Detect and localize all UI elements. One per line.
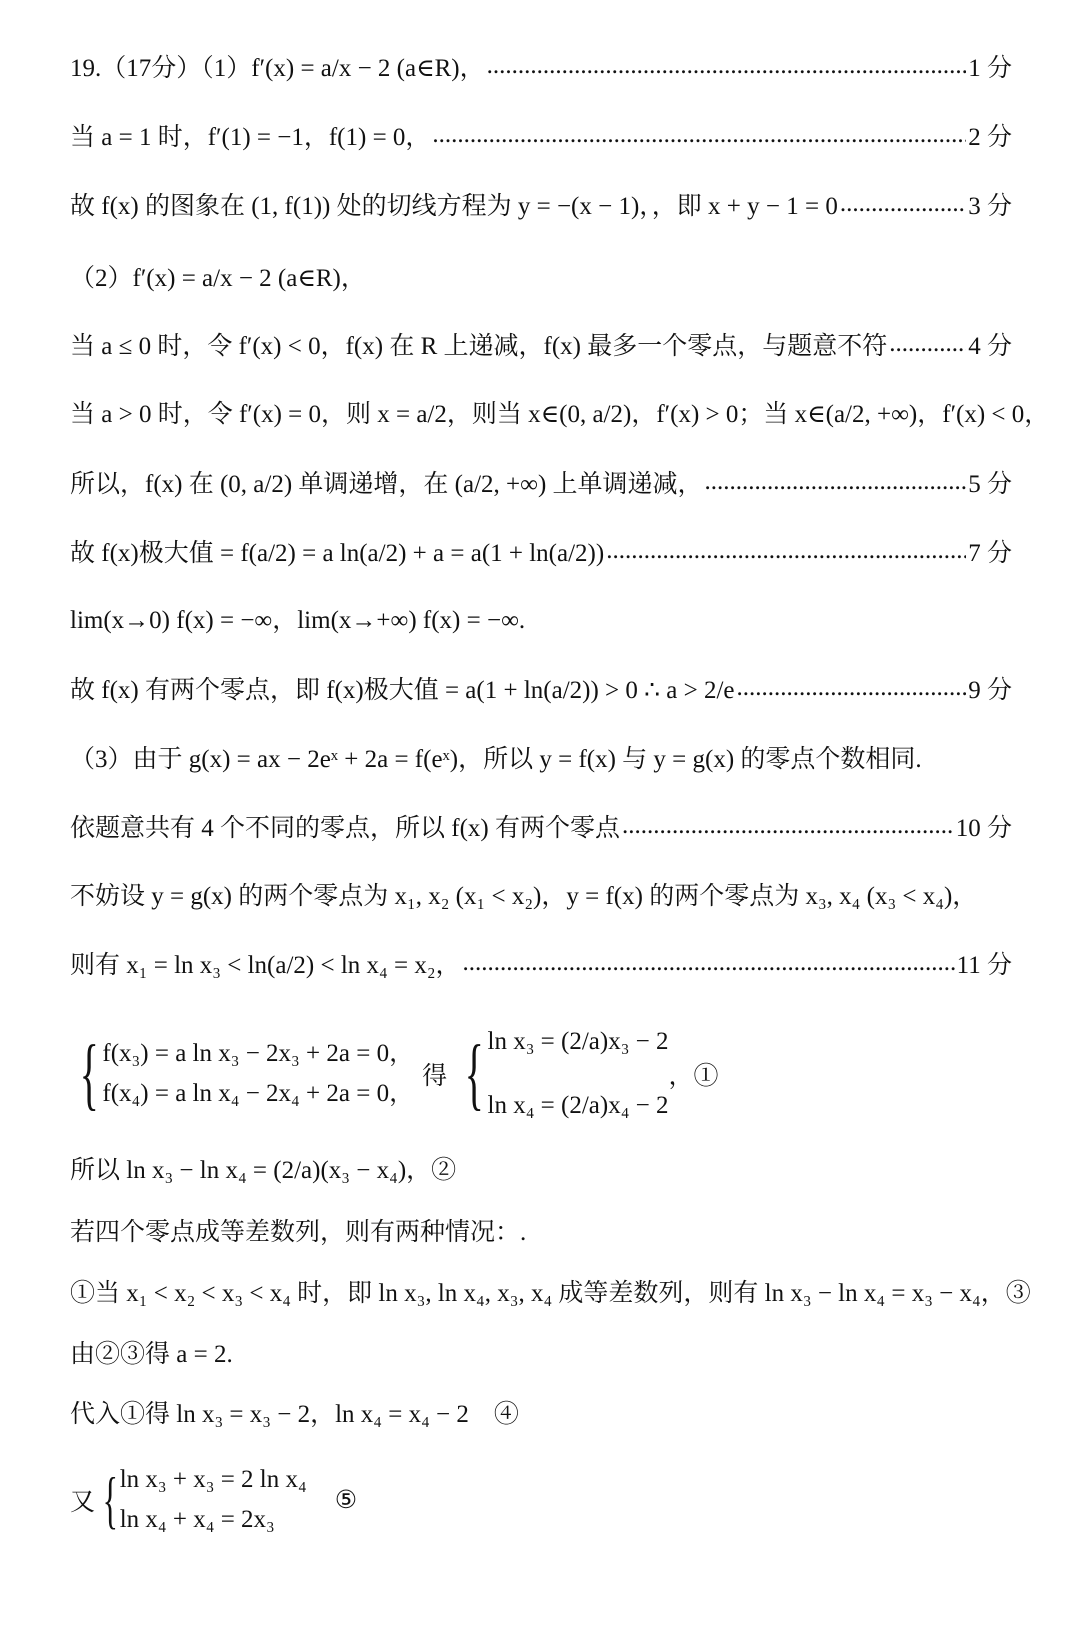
leader-dots xyxy=(622,812,954,840)
equation-line: ln x₃ + x₃ = 2 ln x₄ xyxy=(119,1466,307,1493)
leader-dots xyxy=(705,468,967,496)
solution-line-12 xyxy=(70,808,1012,844)
therefore-word: 得 xyxy=(422,1063,448,1090)
right-system-brace: { xyxy=(464,1030,484,1118)
solution-line-9 xyxy=(70,600,1012,636)
system-equations xyxy=(120,1460,307,1540)
equation-line: ln x₄ + x₄ = 2x₃ xyxy=(119,1506,275,1533)
line-text: 所以 ln x₃ − ln x₄ = (2/a)(x₃ − x₄)，② xyxy=(70,1157,457,1184)
solution-line-8 xyxy=(70,533,1012,569)
score-label: 9 分 xyxy=(968,677,1012,704)
line-text: 由②③得 a = 2. xyxy=(70,1341,233,1368)
leader-dots xyxy=(737,674,967,702)
equation-tag: ⑤ xyxy=(334,1487,358,1514)
solution-line-15 xyxy=(70,1150,1012,1186)
score-label: 5 分 xyxy=(968,471,1012,498)
line-text: （3）由于 g(x) = ax − 2eˣ + 2a = f(eˣ)，所以 y = f(x) 与 y = g(x) 的零点个数相同. xyxy=(70,746,922,773)
score-label: 1 分 xyxy=(968,55,1012,82)
line-text: 故 f(x) 的图象在 (1, f(1)) 处的切线方程为 y = −(x − 1)，，即 x + y − 1 = 0 xyxy=(70,193,838,220)
line-text: 19.（17分）（1）f′(x) = a/x − 2 (a∈R)， xyxy=(70,55,485,82)
solution-line-10 xyxy=(70,670,1012,706)
score-label: 3 分 xyxy=(968,193,1012,220)
left-brace: { xyxy=(79,1030,99,1118)
equation-system-5 xyxy=(70,1460,365,1540)
line-text: lim(x→0) f(x) = −∞，lim(x→+∞) f(x) = −∞. xyxy=(70,607,526,634)
score-label: 4 分 xyxy=(968,333,1012,360)
score-label: 10 分 xyxy=(955,815,1012,842)
line-text: 代入①得 ln x₃ = x₃ − 2，ln x₄ = x₄ − 2 ④ xyxy=(70,1401,519,1428)
score-label: 11 分 xyxy=(956,952,1012,979)
equation-system-1 xyxy=(70,1010,719,1138)
line-text: 则有 x₁ = ln x₃ < ln(a/2) < ln x₄ = x₂， xyxy=(70,952,461,979)
equation-line: f(x₄) = a ln x₄ − 2x₄ + 2a = 0， xyxy=(102,1080,415,1107)
leader-dots xyxy=(432,121,966,149)
system-prefix: 又 xyxy=(70,1489,96,1516)
score-label: 7 分 xyxy=(968,540,1012,567)
equation-line: ln x₃ = (2/a)x₃ − 2 xyxy=(487,1028,669,1055)
solution-line-11 xyxy=(70,739,1012,775)
line-text: ①当 x₁ < x₂ < x₃ < x₄ 时，即 ln x₃, ln x₄, x₃, x₄ 成等差数列，则有 ln x₃ − ln x₄ = x₃ − x₄，③ xyxy=(70,1280,1031,1307)
line-text: 故 f(x) 有两个零点，即 f(x)极大值 = a(1 + ln(a/2)) > 0 ∴ a > 2/e xyxy=(70,677,735,704)
score-label: 2 分 xyxy=(968,124,1012,151)
line-text: 若四个零点成等差数列，则有两种情况：. xyxy=(70,1219,527,1246)
line-text: 当 a = 1 时，f′(1) = −1，f(1) = 0， xyxy=(70,124,431,151)
line-text: 不妨设 y = g(x) 的两个零点为 x₁, x₂ (x₁ < x₂)，y = f(x) 的两个零点为 x₃, x₄ (x₃ < x₄)， xyxy=(70,883,978,910)
system-right-equations xyxy=(488,1010,669,1138)
equation-tag: ，① xyxy=(668,1063,719,1090)
leader-dots xyxy=(487,52,967,80)
solution-line-5 xyxy=(70,326,1012,362)
solution-line-3 xyxy=(70,186,1012,222)
leader-dots xyxy=(840,190,966,218)
system-left-equations xyxy=(102,1034,414,1114)
line-text: （2）f′(x) = a/x − 2 (a∈R)， xyxy=(70,265,366,292)
solution-line-1 xyxy=(70,48,1012,84)
solution-line-2 xyxy=(70,117,1012,153)
left-brace: { xyxy=(102,1464,119,1535)
leader-dots xyxy=(463,949,955,977)
solution-line-6 xyxy=(70,394,1050,430)
solution-line-18 xyxy=(70,1334,1012,1370)
leader-dots xyxy=(606,537,966,565)
line-text: 所以，f(x) 在 (0, a/2) 单调递增，在 (a/2, +∞) 上单调递减， xyxy=(70,471,703,498)
leader-dots xyxy=(889,330,966,358)
line-text: 当 a ≤ 0 时，令 f′(x) < 0，f(x) 在 R 上递减，f(x) 最多一个零点，与题意不符 xyxy=(70,333,888,360)
line-text: 当 a > 0 时，令 f′(x) = 0，则 x = a/2，则当 x∈(0, a/2)，f′(x) > 0；当 x∈(a/2, +∞)，f′(x) < 0， xyxy=(70,401,1050,428)
solution-line-16 xyxy=(70,1212,1012,1248)
solution-line-19 xyxy=(70,1394,1012,1430)
solution-line-7 xyxy=(70,464,1012,500)
solution-line-4 xyxy=(70,258,1012,294)
line-text: 故 f(x)极大值 = f(a/2) = a ln(a/2) + a = a(1 + ln(a/2)) xyxy=(70,540,605,567)
solution-line-17 xyxy=(70,1273,1031,1309)
solution-line-13 xyxy=(70,876,1012,912)
equation-line: f(x₃) = a ln x₃ − 2x₃ + 2a = 0， xyxy=(102,1040,415,1067)
solution-line-14 xyxy=(70,945,1012,981)
line-text: 依题意共有 4 个不同的零点，所以 f(x) 有两个零点 xyxy=(70,815,620,842)
equation-line: ln x₄ = (2/a)x₄ − 2 xyxy=(487,1092,669,1119)
